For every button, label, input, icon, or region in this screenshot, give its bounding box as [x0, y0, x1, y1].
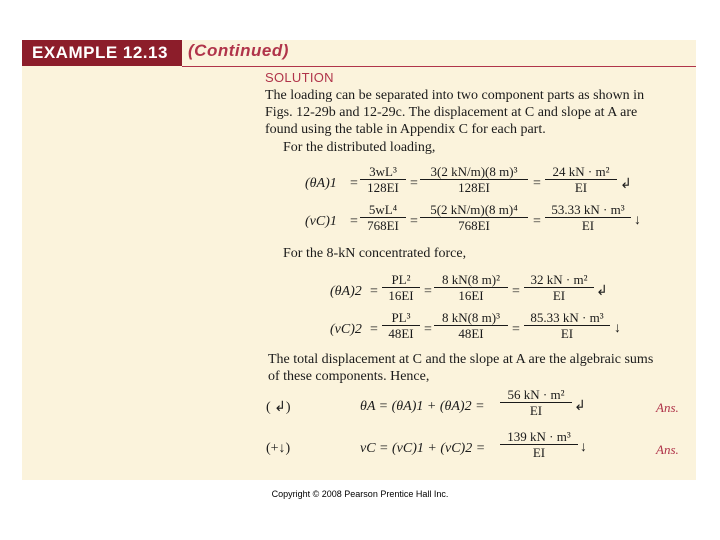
theta-sign-convention: ( ↲) [266, 400, 291, 415]
numerator: PL² [382, 272, 420, 288]
total-line-1: The total displacement at C and the slope at A are the algebraic sums [268, 352, 654, 367]
equals-sign: = [350, 214, 358, 229]
concentrated-heading: For the 8-kN concentrated force, [283, 246, 467, 261]
equals-sign: = [533, 176, 541, 191]
clockwise-arrow-icon: ↲ [620, 177, 632, 192]
theta-a2-formula [382, 272, 420, 303]
distributed-heading: For the distributed loading, [283, 140, 436, 155]
v-sign-convention: (+↓) [266, 441, 291, 456]
v-c2-label: (vC)2 [330, 322, 362, 337]
v-c2-formula [382, 310, 420, 341]
equals-sign: = [512, 322, 520, 337]
numerator: 32 kN · m² [524, 272, 594, 288]
denominator: 48EI [458, 326, 484, 341]
denominator: EI [560, 326, 574, 341]
down-arrow-icon: ↓ [580, 440, 587, 455]
numerator: 3(2 kN/m)(8 m)³ [420, 164, 528, 180]
theta-a2-substituted [434, 272, 508, 303]
numerator: PL³ [382, 310, 420, 326]
clockwise-arrow-icon: ↲ [574, 399, 586, 414]
v-total-expression: vC = (vC)1 + (vC)2 = [360, 441, 486, 456]
total-line-2: of these components. Hence, [268, 369, 430, 384]
theta-a2-label: (θA)2 [330, 284, 362, 299]
denominator: EI [529, 403, 543, 418]
v-c1-substituted [420, 202, 528, 233]
theta-a1-label: (θA)1 [305, 176, 337, 191]
v-c1-label: (vC)1 [305, 214, 337, 229]
clockwise-arrow-icon: ↲ [596, 284, 608, 299]
denominator: 768EI [367, 218, 399, 233]
denominator: 16EI [388, 288, 414, 303]
equals-sign: = [424, 284, 432, 299]
theta-total-result [500, 387, 572, 418]
denominator: 48EI [388, 326, 414, 341]
down-arrow-icon: ↓ [614, 321, 621, 336]
equals-sign: = [350, 176, 358, 191]
header-rule [182, 66, 696, 67]
denominator: 128EI [367, 180, 399, 195]
numerator: 85.33 kN · m³ [524, 310, 610, 326]
theta-a2-result [524, 272, 594, 303]
numerator: 5(2 kN/m)(8 m)⁴ [420, 202, 528, 218]
denominator: EI [552, 288, 566, 303]
v-c1-result [545, 202, 631, 233]
solution-heading: SOLUTION [265, 70, 334, 85]
numerator: 24 kN · m² [545, 164, 617, 180]
intro-line-1: The loading can be separated into two component parts as shown in [265, 88, 645, 103]
intro-line-2: Figs. 12-29b and 12-29c. The displacement at C and slope at A are [265, 105, 638, 120]
denominator: 16EI [458, 288, 484, 303]
denominator: EI [581, 218, 595, 233]
example-title: EXAMPLE 12.13 [32, 43, 168, 62]
equals-sign: = [370, 322, 378, 337]
equals-sign: = [370, 284, 378, 299]
numerator: 53.33 kN · m³ [545, 202, 631, 218]
numerator: 8 kN(8 m)³ [434, 310, 508, 326]
answer-label: Ans. [656, 442, 679, 457]
answer-label: Ans. [656, 400, 679, 415]
denominator: 768EI [458, 218, 490, 233]
down-arrow-icon: ↓ [634, 213, 641, 228]
theta-total-expression: θA = (θA)1 + (θA)2 = [360, 399, 485, 414]
v-c2-result [524, 310, 610, 341]
numerator: 56 kN · m² [500, 387, 572, 403]
denominator: 128EI [458, 180, 490, 195]
intro-line-3: found using the table in Appendix C for each part. [265, 122, 546, 137]
theta-a1-formula [360, 164, 406, 195]
v-c2-substituted [434, 310, 508, 341]
equals-sign: = [533, 214, 541, 229]
equals-sign: = [410, 176, 418, 191]
equals-sign: = [424, 322, 432, 337]
equals-sign: = [512, 284, 520, 299]
v-c1-formula [360, 202, 406, 233]
theta-a1-result [545, 164, 617, 195]
numerator: 5wL⁴ [360, 202, 406, 218]
numerator: 139 kN · m³ [500, 429, 578, 445]
numerator: 8 kN(8 m)² [434, 272, 508, 288]
denominator: EI [574, 180, 588, 195]
theta-a1-substituted [420, 164, 528, 195]
example-subtitle: (Continued) [188, 41, 289, 60]
copyright-notice: Copyright © 2008 Pearson Prentice Hall Inc. [271, 489, 449, 499]
equals-sign: = [410, 214, 418, 229]
v-total-result [500, 429, 578, 460]
numerator: 3wL³ [360, 164, 406, 180]
denominator: EI [532, 445, 546, 460]
